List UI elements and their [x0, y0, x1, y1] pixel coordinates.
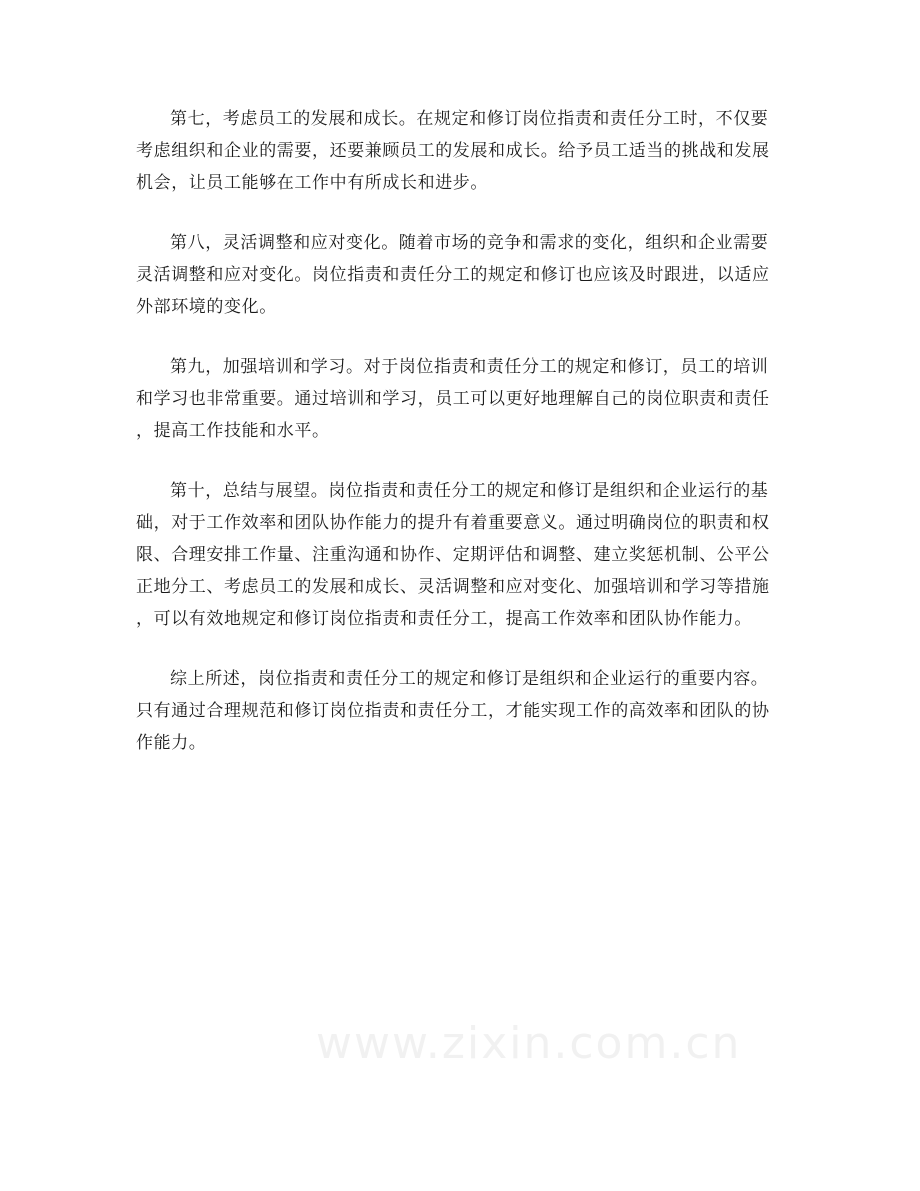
text-line: 正地分工、考虑员工的发展和成长、灵活调整和应对变化、加强培训和学习等措施 [136, 577, 770, 597]
text-line: 考虑组织和企业的需要，还要兼顾员工的发展和成长。给予员工适当的挑战和发展 [136, 141, 770, 161]
text-line: 第七，考虑员工的发展和成长。在规定和修订岗位指责和责任分工时，不仅要 [170, 109, 769, 129]
text-line: 第八，灵活调整和应对变化。随着市场的竞争和需求的变化，组织和企业需要 [170, 233, 769, 253]
text-line: 第十，总结与展望。岗位指责和责任分工的规定和修订是组织和企业运行的基 [170, 481, 769, 501]
text-line: ，可以有效地规定和修订岗位指责和责任分工，提高工作效率和团队协作能力。 [136, 609, 752, 629]
paragraph-7 [136, 103, 796, 199]
text-line: 和学习也非常重要。通过培训和学习，员工可以更好地理解自己的岗位职责和责任 [136, 389, 770, 409]
paragraph-8 [136, 227, 796, 323]
text-line: 机会，让员工能够在工作中有所成长和进步。 [136, 173, 488, 193]
text-line: 础，对于工作效率和团队协作能力的提升有着重要意义。通过明确岗位的职责和权 [136, 513, 770, 533]
text-line: 外部环境的变化。 [136, 297, 277, 317]
text-line: ，提高工作技能和水平。 [136, 421, 330, 441]
paragraph-summary [136, 663, 796, 759]
paragraph-9 [136, 351, 796, 447]
text-line: 作能力。 [136, 733, 207, 753]
text-line: 限、合理安排工作量、注重沟通和协作、定期评估和调整、建立奖惩机制、公平公 [136, 545, 770, 565]
text-line: 只有通过合理规范和修订岗位指责和责任分工，才能实现工作的高效率和团队的协 [136, 701, 770, 721]
watermark: www.zixin.com.cn [316, 1018, 742, 1069]
text-line: 灵活调整和应对变化。岗位指责和责任分工的规定和修订也应该及时跟进，以适应 [136, 265, 770, 285]
text-line: 综上所述，岗位指责和责任分工的规定和修订是组织和企业运行的重要内容。 [170, 669, 769, 689]
paragraph-10 [136, 475, 796, 635]
text-line: 第九，加强培训和学习。对于岗位指责和责任分工的规定和修订，员工的培训 [170, 357, 769, 377]
document-body [136, 103, 796, 787]
